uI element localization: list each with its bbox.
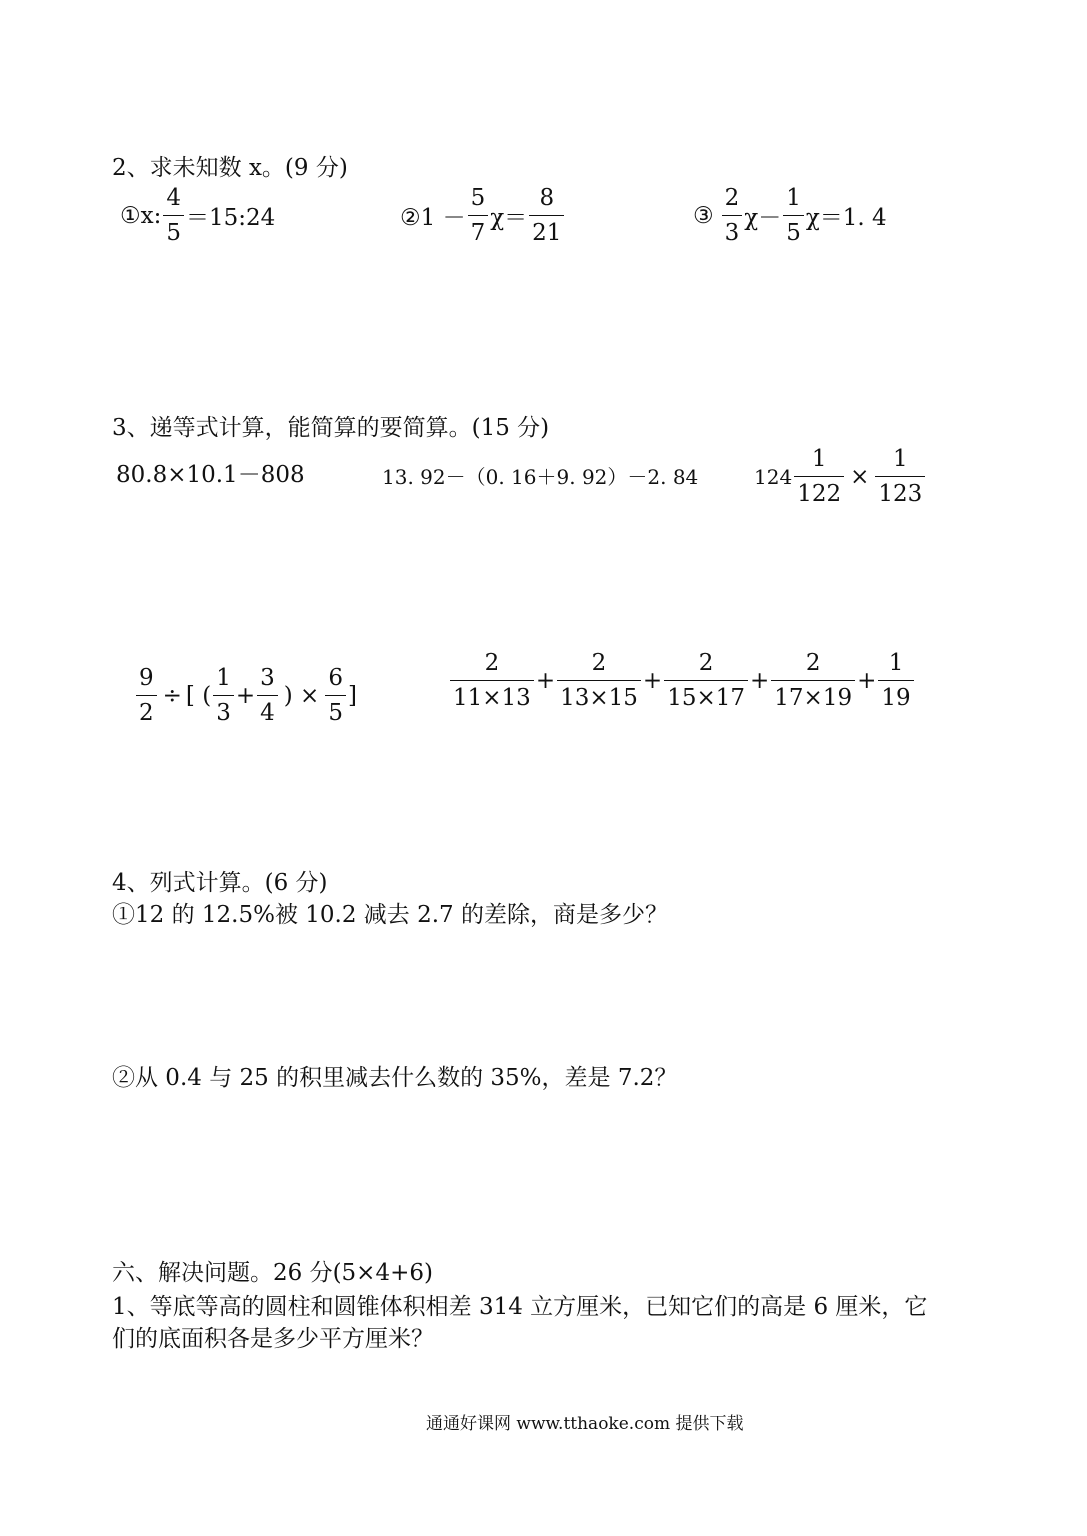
e5-term-2-den: 13×15 bbox=[557, 680, 641, 712]
q6-problem-1-line-2: 们的底面积各是多少平方厘米？ bbox=[112, 1326, 434, 1352]
q2-equation-1 bbox=[120, 184, 275, 247]
eq2-var: χ＝ bbox=[490, 205, 528, 231]
eq3-fraction-1 bbox=[722, 184, 743, 247]
e5-term-4-den: 17×19 bbox=[771, 680, 855, 712]
e5-plus-3: + bbox=[750, 667, 770, 694]
q2-equation-2 bbox=[400, 184, 566, 247]
footer: 通通好课网 www.tthaoke.com 提供下载 bbox=[426, 1414, 744, 1434]
e3-fraction-1 bbox=[794, 445, 844, 508]
eq2-frac2-num: 8 bbox=[539, 185, 555, 211]
q3-expression-3 bbox=[754, 445, 927, 508]
e5-term-3-num: 2 bbox=[698, 650, 714, 676]
q3-expression-4 bbox=[134, 664, 357, 727]
eq1-label: ①x: bbox=[120, 202, 162, 229]
e5-term-5-num: 1 bbox=[888, 650, 904, 676]
e5-plus-4: + bbox=[857, 667, 877, 694]
e4-open: [ ( bbox=[185, 682, 212, 709]
e3-frac2-num: 1 bbox=[893, 446, 908, 472]
eq3-frac1-den: 3 bbox=[722, 215, 743, 247]
eq3-frac2-num: 1 bbox=[786, 185, 801, 211]
eq2-frac1-num: 5 bbox=[470, 185, 486, 211]
eq2-fraction-1 bbox=[468, 184, 489, 247]
q4-title: 4、列式计算。(6 分) bbox=[112, 870, 328, 896]
e4-c-num: 6 bbox=[328, 665, 343, 691]
q4-problem-1: ①12 的 12.5%被 10.2 减去 2.7 的差除，商是多少？ bbox=[112, 902, 668, 928]
e5-term-4-num: 2 bbox=[805, 650, 821, 676]
eq2-frac1-den: 7 bbox=[468, 215, 489, 247]
eq3-var1: χ－ bbox=[744, 205, 782, 231]
e4-frac-den: 2 bbox=[136, 695, 157, 727]
e4-fraction-b bbox=[257, 664, 278, 727]
e5-plus-1: + bbox=[535, 667, 556, 694]
q6-problem-1-line-1: 1、等底等高的圆柱和圆锥体积相差 314 立方厘米，已知它们的高是 6 厘米，它 bbox=[112, 1294, 928, 1320]
eq1-frac-num: 4 bbox=[166, 185, 181, 211]
e3-frac2-den: 123 bbox=[875, 476, 925, 508]
e4-c-den: 5 bbox=[325, 695, 346, 727]
q2-equation-3 bbox=[693, 184, 887, 247]
q4-problem-2: ②从 0.4 与 25 的积里减去什么数的 35%，差是 7.2？ bbox=[112, 1065, 678, 1091]
eq1-frac-den: 5 bbox=[163, 215, 184, 247]
e4-div: ÷ bbox=[162, 682, 182, 709]
e5-term-1-den: 11×13 bbox=[450, 680, 534, 712]
q3-title: 3、递等式计算，能简算的要简算。(15 分) bbox=[112, 415, 550, 441]
eq2-label: ②1 － bbox=[400, 205, 466, 231]
e5-term-3 bbox=[664, 649, 748, 712]
eq3-frac2-den: 5 bbox=[783, 215, 804, 247]
q2-title: 2、求未知数 x。(9 分) bbox=[112, 155, 348, 181]
e4-b-den: 4 bbox=[257, 695, 278, 727]
eq3-fraction-2 bbox=[783, 184, 804, 247]
q3-expression-5 bbox=[448, 649, 916, 712]
e4-a-den: 3 bbox=[213, 695, 234, 727]
e5-term-1 bbox=[450, 649, 534, 712]
e5-term-4 bbox=[771, 649, 855, 712]
e5-term-5 bbox=[878, 649, 913, 712]
e5-term-2-num: 2 bbox=[591, 650, 607, 676]
eq2-fraction-2 bbox=[529, 184, 564, 247]
eq3-frac1-num: 2 bbox=[724, 185, 740, 211]
eq3-label: ③ bbox=[693, 202, 714, 229]
e4-fraction-c bbox=[325, 664, 346, 727]
e5-plus-2: + bbox=[642, 667, 663, 694]
e4-a-num: 1 bbox=[216, 665, 231, 691]
eq3-rest: χ＝1. 4 bbox=[805, 205, 887, 231]
e4-frac-num: 9 bbox=[139, 665, 154, 691]
e5-term-1-num: 2 bbox=[484, 650, 500, 676]
e3-fraction-2 bbox=[875, 445, 925, 508]
e3-frac1-den: 122 bbox=[794, 476, 844, 508]
e4-b-num: 3 bbox=[260, 665, 275, 691]
e3-whole: 124 bbox=[754, 464, 793, 489]
q3-expression-1: 80.8×10.1－808 bbox=[116, 462, 305, 488]
e5-term-2 bbox=[557, 649, 641, 712]
eq1-rest: ＝15:24 bbox=[185, 205, 276, 231]
e4-end: ] bbox=[347, 682, 357, 709]
e4-plus: + bbox=[235, 682, 256, 709]
e5-term-3-den: 15×17 bbox=[664, 680, 748, 712]
e4-fraction-1 bbox=[136, 664, 157, 727]
e4-close: ) × bbox=[283, 682, 320, 709]
q3-expression-2: 13. 92－（0. 16＋9. 92）－2. 84 bbox=[382, 465, 699, 489]
eq2-frac2-den: 21 bbox=[529, 215, 564, 247]
q6-title: 六、解决问题。26 分(5×4+6) bbox=[112, 1260, 433, 1286]
eq1-fraction bbox=[163, 184, 184, 247]
e3-frac1-num: 1 bbox=[811, 446, 827, 472]
e5-term-5-den: 19 bbox=[878, 680, 913, 712]
e3-op: × bbox=[850, 463, 870, 490]
e4-fraction-a bbox=[213, 664, 234, 727]
